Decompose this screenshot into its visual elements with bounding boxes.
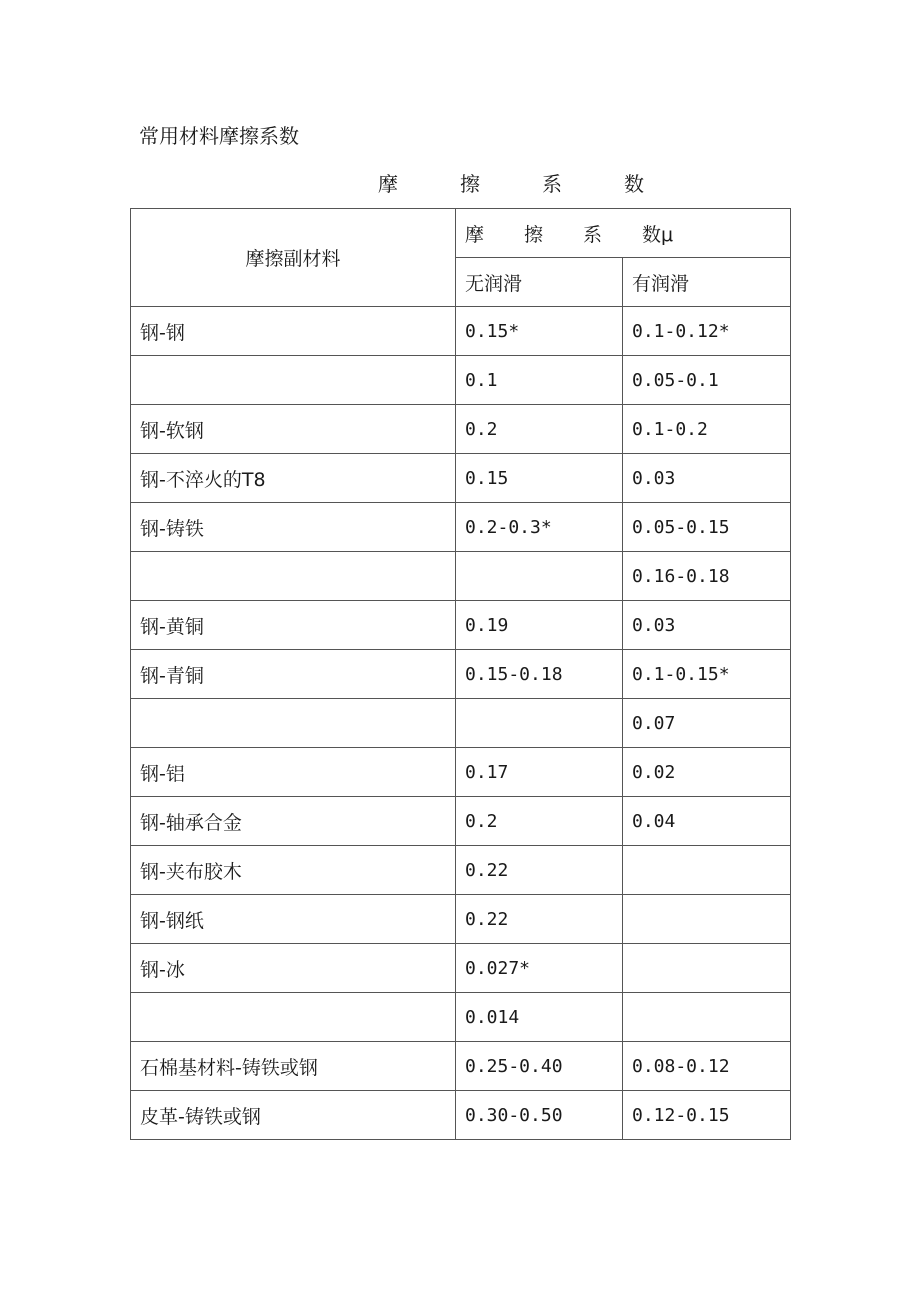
dry-value-cell: 0.22 <box>456 846 623 895</box>
table-row <box>131 1091 791 1140</box>
table-row <box>131 797 791 846</box>
dry-value-cell: 0.1 <box>456 356 623 405</box>
dry-value-cell <box>456 699 623 748</box>
material-cell: 钢-钢 <box>131 307 456 356</box>
lubricated-value-cell <box>623 895 791 944</box>
table-row <box>131 944 791 993</box>
table-row <box>131 356 791 405</box>
dry-value-cell: 0.30-0.50 <box>456 1091 623 1140</box>
lubricated-value-cell: 0.08-0.12 <box>623 1042 791 1091</box>
header-coefficient-char: 数μ <box>642 223 674 246</box>
dry-value-cell <box>456 552 623 601</box>
table-row <box>131 601 791 650</box>
table-row <box>131 748 791 797</box>
dry-value-cell: 0.15 <box>456 454 623 503</box>
table-row <box>131 650 791 699</box>
table-row <box>131 503 791 552</box>
table-row <box>131 993 791 1042</box>
dry-value-cell: 0.15-0.18 <box>456 650 623 699</box>
material-cell: 皮革-铸铁或钢 <box>131 1091 456 1140</box>
lubricated-value-cell <box>623 993 791 1042</box>
header-material: 摩擦副材料 <box>131 209 456 307</box>
header-dry: 无润滑 <box>456 258 623 307</box>
table-row <box>131 405 791 454</box>
lubricated-value-cell: 0.16-0.18 <box>623 552 791 601</box>
lubricated-value-cell: 0.1-0.2 <box>623 405 791 454</box>
lubricated-value-cell: 0.03 <box>623 454 791 503</box>
material-cell: 钢-轴承合金 <box>131 797 456 846</box>
material-cell: 钢-铝 <box>131 748 456 797</box>
caption-char: 擦 <box>460 172 480 196</box>
dry-value-cell: 0.19 <box>456 601 623 650</box>
dry-value-cell: 0.2 <box>456 405 623 454</box>
dry-value-cell: 0.25-0.40 <box>456 1042 623 1091</box>
document-title: 常用材料摩擦系数 <box>139 124 299 148</box>
lubricated-value-cell: 0.12-0.15 <box>623 1091 791 1140</box>
material-cell: 石棉基材料-铸铁或钢 <box>131 1042 456 1091</box>
material-cell <box>131 993 456 1042</box>
material-cell: 钢-不淬火的T8 <box>131 454 456 503</box>
material-cell: 钢-夹布胶木 <box>131 846 456 895</box>
table-caption <box>378 170 678 198</box>
table-row <box>131 307 791 356</box>
lubricated-value-cell: 0.1-0.12* <box>623 307 791 356</box>
caption-char: 摩 <box>378 172 398 196</box>
header-lubricated: 有润滑 <box>623 258 791 307</box>
dry-value-cell: 0.014 <box>456 993 623 1042</box>
material-cell <box>131 356 456 405</box>
header-coefficient-char: 系 <box>583 223 603 246</box>
dry-value-cell: 0.027* <box>456 944 623 993</box>
table-header-row <box>131 209 791 258</box>
table-row <box>131 454 791 503</box>
header-coefficient-char: 摩 <box>465 223 485 246</box>
caption-char: 系 <box>542 172 562 196</box>
header-coefficient <box>456 209 791 258</box>
table-row <box>131 895 791 944</box>
lubricated-value-cell: 0.07 <box>623 699 791 748</box>
dry-value-cell: 0.2 <box>456 797 623 846</box>
lubricated-value-cell <box>623 846 791 895</box>
table-row <box>131 552 791 601</box>
material-cell <box>131 699 456 748</box>
dry-value-cell: 0.22 <box>456 895 623 944</box>
dry-value-cell: 0.15* <box>456 307 623 356</box>
lubricated-value-cell: 0.05-0.15 <box>623 503 791 552</box>
lubricated-value-cell: 0.04 <box>623 797 791 846</box>
dry-value-cell: 0.17 <box>456 748 623 797</box>
material-cell: 钢-铸铁 <box>131 503 456 552</box>
material-cell <box>131 552 456 601</box>
header-coefficient-char: 擦 <box>524 223 544 246</box>
lubricated-value-cell: 0.03 <box>623 601 791 650</box>
material-cell: 钢-冰 <box>131 944 456 993</box>
table-row <box>131 1042 791 1091</box>
caption-char: 数 <box>624 172 644 196</box>
lubricated-value-cell: 0.05-0.1 <box>623 356 791 405</box>
lubricated-value-cell: 0.02 <box>623 748 791 797</box>
table-row <box>131 846 791 895</box>
material-cell: 钢-软钢 <box>131 405 456 454</box>
material-cell: 钢-黄铜 <box>131 601 456 650</box>
material-cell: 钢-钢纸 <box>131 895 456 944</box>
friction-coefficient-table <box>130 208 791 1140</box>
dry-value-cell: 0.2-0.3* <box>456 503 623 552</box>
table-row <box>131 699 791 748</box>
material-cell: 钢-青铜 <box>131 650 456 699</box>
lubricated-value-cell <box>623 944 791 993</box>
lubricated-value-cell: 0.1-0.15* <box>623 650 791 699</box>
